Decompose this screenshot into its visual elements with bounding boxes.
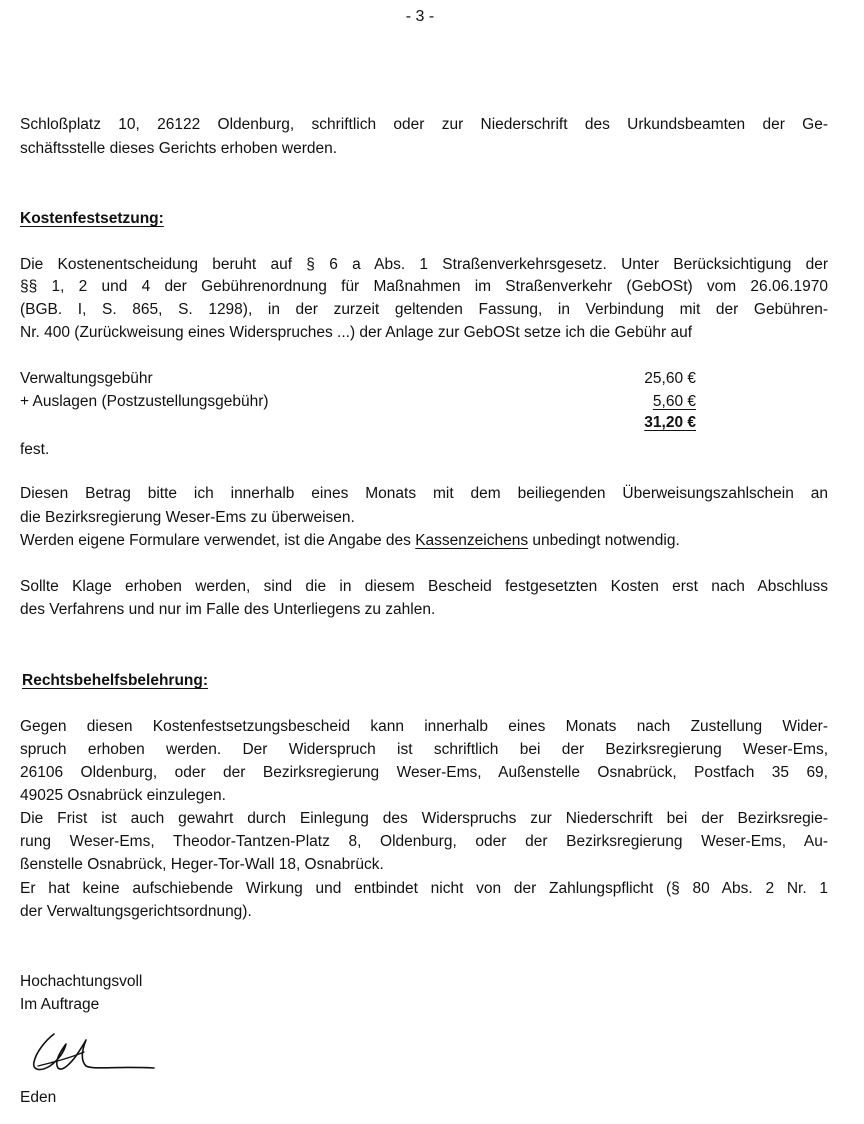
form-notice	[20, 530, 828, 552]
payment-line-1: Diesen Betrag bitte ich innerhalb eines Monats mit dem beiliegenden Überweisungszahlschein an	[20, 485, 828, 502]
kassenzeichen-text: Kassenzeichens	[415, 532, 529, 549]
fee-value: 25,60 €	[644, 370, 696, 387]
signer-name: Eden	[20, 1089, 57, 1106]
intro-line-1: Schloßplatz 10, 26122 Oldenburg, schriftlich oder zur Niederschrift des Urkundsbeamten der Ge-	[20, 116, 828, 133]
rechtsbehelf-line-5: Die Frist ist auch gewahrt durch Einlegung des Widerspruchs zur Niederschrift bei der Bezirksregie-	[20, 810, 828, 827]
fee-label: Verwaltungsgebühr	[20, 370, 153, 387]
kosten-text-line-4: Nr. 400 (Zurückweisung eines Widerspruches ...) der Anlage zur GebOSt setze ich die Gebühr auf	[20, 324, 692, 341]
expenses-value: 5,60 €	[652, 393, 696, 410]
expenses-label: + Auslagen (Postzustellungsgebühr)	[20, 393, 269, 410]
rechtsbehelf-line-3: 26106 Oldenburg, oder der Bezirksregierung Weser-Ems, Außenstelle Osnabrück, Postfach 35 69,	[20, 764, 828, 781]
total-value: 31,20 €	[644, 414, 696, 431]
rechtsbehelf-line-2: spruch erhoben werden. Der Widerspruch ist schriftlich bei der Bezirksregierung Weser-Ems,	[20, 741, 828, 758]
rechtsbehelfsbelehrung-heading: Rechtsbehelfsbelehrung:	[22, 672, 209, 689]
rechtsbehelf-line-1: Gegen diesen Kostenfestsetzungsbescheid kann innerhalb eines Monats nach Zustellung Wider-	[20, 718, 828, 735]
form-notice-after: unbedingt notwendig.	[528, 532, 680, 549]
rechtsbehelf-line-9: der Verwaltungsgerichtsordnung).	[20, 903, 252, 920]
closing-on-behalf: Im Auftrage	[20, 996, 100, 1013]
kosten-text-line-2: §§ 1, 2 und 4 der Gebührenordnung für Maßnahmen im Straßenverkehr (GebOSt) vom 26.06.1970	[20, 278, 828, 295]
kostenfestsetzung-heading: Kostenfestsetzung:	[20, 210, 164, 227]
fest-text: fest.	[20, 441, 50, 458]
payment-line-2: die Bezirksregierung Weser-Ems zu überweisen.	[20, 509, 355, 526]
klage-line-1: Sollte Klage erhoben werden, sind die in diesem Bescheid festgesetzten Kosten erst nach Abschluss	[20, 578, 828, 595]
kosten-text-line-1: Die Kostenentscheidung beruht auf § 6 a Abs. 1 Straßenverkehrsgesetz. Unter Berücksichtigung der	[20, 256, 828, 273]
closing-greeting: Hochachtungsvoll	[20, 973, 143, 990]
klage-line-2: des Verfahrens und nur im Falle des Unterliegens zu zahlen.	[20, 601, 436, 618]
kosten-text-line-3: (BGB. I, S. 865, S. 1298), in der zurzeit geltenden Fassung, in Verbindung mit der Gebühren-	[20, 301, 828, 318]
handwritten-signature	[24, 1022, 164, 1078]
form-notice-before: Werden eigene Formulare verwendet, ist die Angabe des	[20, 532, 416, 549]
rechtsbehelf-line-6: rung Weser-Ems, Theodor-Tantzen-Platz 8, Oldenburg, oder der Bezirksregierung Weser-Ems, Au-	[20, 833, 828, 850]
intro-line-2: schäftsstelle dieses Gerichts erhoben werden.	[20, 140, 338, 157]
rechtsbehelf-line-8: Er hat keine aufschiebende Wirkung und entbindet nicht von der Zahlungspflicht (§ 80 Abs. 2 Nr. 1	[20, 880, 828, 897]
rechtsbehelf-line-7: ßenstelle Osnabrück, Heger-Tor-Wall 18, Osnabrück.	[20, 856, 384, 873]
page-number: - 3 -	[405, 8, 435, 25]
rechtsbehelf-line-4: 49025 Osnabrück einzulegen.	[20, 787, 226, 804]
